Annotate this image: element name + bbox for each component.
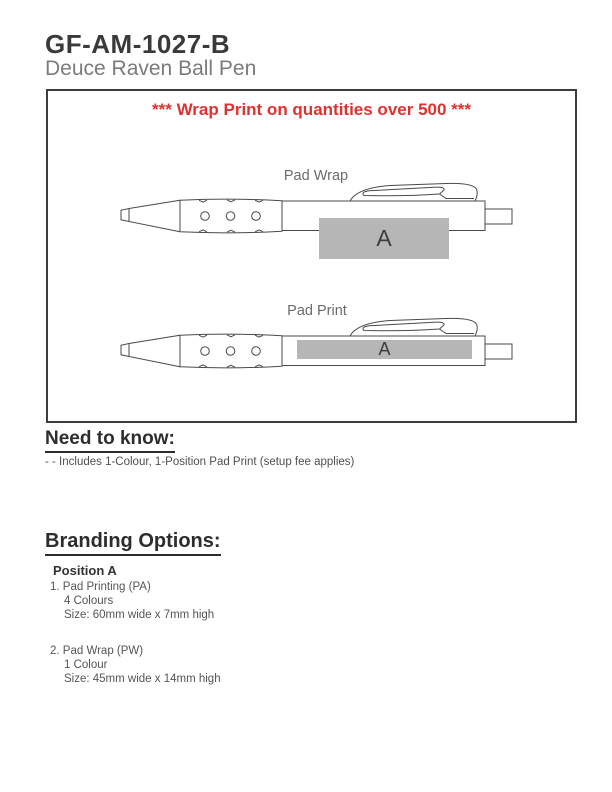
pen-drawing-pad-wrap [121,183,512,233]
product-code: GF-AM-1027-B [45,29,231,59]
product-name: Deuce Raven Ball Pen [45,57,257,80]
option-name: 2. Pad Wrap (PW) [50,645,144,657]
pad-print-print-area [297,340,472,359]
branding-option-pad-wrap [50,644,221,686]
need-to-know-heading: Need to know: [45,428,175,453]
wrap-print-notice: *** Wrap Print on quantities over 500 *** [152,100,471,119]
option-size: Size: 45mm wide x 14mm high [64,673,221,685]
option-name: 1. Pad Printing (PA) [50,581,151,593]
branding-options-list [50,580,221,708]
branding-options-heading: Branding Options: [45,530,221,556]
option-colours: 1 Colour [64,659,108,671]
pen-illustrations [48,91,575,421]
pad-wrap-label: Pad Wrap [283,168,349,184]
option-colours: 4 Colours [64,595,114,607]
position-letter-a-wrap: A [376,225,392,251]
option-size: Size: 60mm wide x 7mm high [64,609,215,621]
diagram-box [46,89,577,423]
position-letter-a-print: A [378,339,391,359]
branding-option-pad-printing [50,580,221,622]
need-to-know-note: - - Includes 1-Colour, 1-Position Pad Print (setup fee applies) [45,456,355,468]
position-a-heading: Position A [53,563,117,578]
pad-print-label: Pad Print [287,303,347,319]
pad-wrap-print-area [319,218,449,259]
